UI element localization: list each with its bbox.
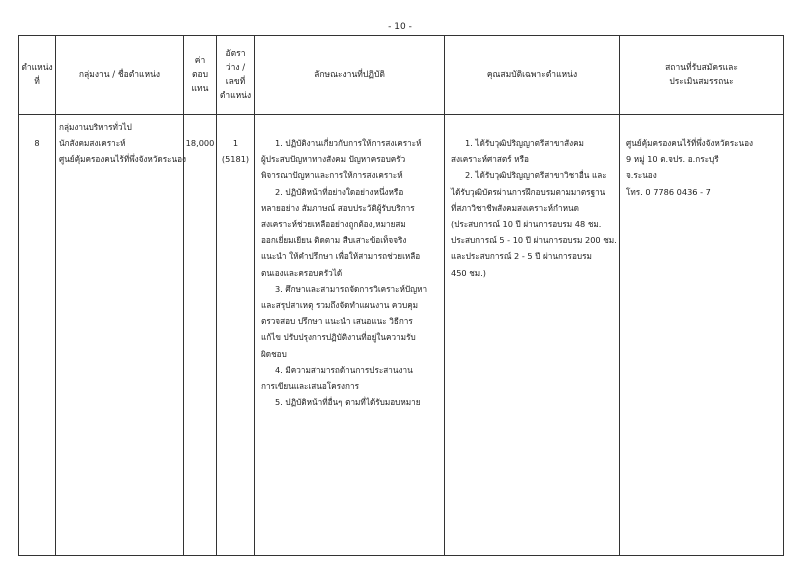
table-row xyxy=(19,115,784,556)
header-qualifications: คุณสมบัติเฉพาะตำแหน่ง xyxy=(445,36,620,115)
page-number: - 10 - xyxy=(388,22,412,32)
vacancy-count: 1 xyxy=(232,138,239,148)
group-title: กลุ่มงานบริหารทั่วไป xyxy=(59,122,132,132)
unit-name: ศูนย์คุ้มครองคนไร้ที่พึ่งจังหวัดระนอง xyxy=(59,154,187,165)
place-address: 9 หมู่ 10 ต.จปร. อ.กระบุรี xyxy=(626,154,719,165)
header-duties: ลักษณะงานที่ปฏิบัติ xyxy=(255,36,445,115)
position-title: นักสังคมสงเคราะห์ xyxy=(59,138,126,149)
cell-pay: 18,000 xyxy=(184,115,217,556)
cell-seq: 8 xyxy=(19,115,56,556)
header-place: สถานที่รับสมัครและ ประเมินสมรรถนะ xyxy=(620,36,784,115)
place-name: ศูนย์คุ้มครองคนไร้ที่พึ่งจังหวัดระนอง xyxy=(626,138,754,148)
cell-duties: 1. ปฏิบัติงานเกี่ยวกับการให้การสงเคราะห์ ผู้ประสบปัญหาทางสังคม ปัญหาครอบครัว พิจารณาปัญหาและการให้การสงเคราะห์ 2. ปฏิบัติหน้าที่อย่างใดอย่างหนึ่งหรือ หลายอย่าง สัมภาษณ์ สอบประวัติผู้รับบริการ สงเคราะห์ช่วยเหลืออย่างถูกต้อง,หมายสม ออกเยี่ยมเยียน ติดตาม สืบเสาะข้อเท็จจริง แนะนำ ให้คำปรึกษา เพื่อให้สามารถช่วยเหลือ ตนเองและครอบครัวได้ 3. ศึกษาและสามารถจัดการวิเคราะห์ปัญหา และสรุปสาเหตุ รวมถึงจัดทำแผนงาน ควบคุม ตรวจสอบ ปรึกษา แนะนำ เสนอแนะ วิธีการ แก้ไข ปรับปรุงการปฏิบัติงานที่อยู่ในความรับ ผิดชอบ 4. มีความสามารถด้านการประสานงาน การเขียนและเสนอโครงการ 5. ปฏิบัติหน้าที่อื่นๆ ตามที่ได้รับมอบหมาย xyxy=(255,115,445,556)
position-table xyxy=(18,35,784,556)
cell-place xyxy=(620,115,784,556)
position-number: (5181) xyxy=(221,154,250,165)
place-phone: โทร. 0 7786 0436 - 7 xyxy=(626,186,711,197)
place-province: จ.ระนอง xyxy=(626,170,657,181)
header-row xyxy=(19,36,784,115)
cell-rate xyxy=(217,115,255,556)
cell-group xyxy=(56,115,187,556)
header-rate: อัตรา ว่าง / เลขที่ ตำแหน่ง xyxy=(217,36,255,115)
header-pay: ค่า ตอบ แทน xyxy=(184,36,217,115)
cell-qualifications: 1. ได้รับวุฒิปริญญาตรีสาขาสังคม สงเคราะห์ศาสตร์ หรือ 2. ได้รับวุฒิปริญญาตรีสาขาวิชาอื่น และ ได้รับวุฒิบัตรผ่านการฝึกอบรมตามมาตรฐาน ที่สภาวิชาชีพสังคมสงเคราะห์กำหนด (ประสบการณ์ 10 ปี ผ่านการอบรม 48 ชม. ประสบการณ์ 5 - 10 ปี ผ่านการอบรม 200 ชม. และประสบการณ์ 2 - 5 ปี ผ่านการอบรม 450 ชม.) xyxy=(445,115,620,556)
header-group: กลุ่มงาน / ชื่อตำแหน่ง xyxy=(56,36,184,115)
header-seq: ตำแหน่ง ที่ xyxy=(19,36,56,115)
